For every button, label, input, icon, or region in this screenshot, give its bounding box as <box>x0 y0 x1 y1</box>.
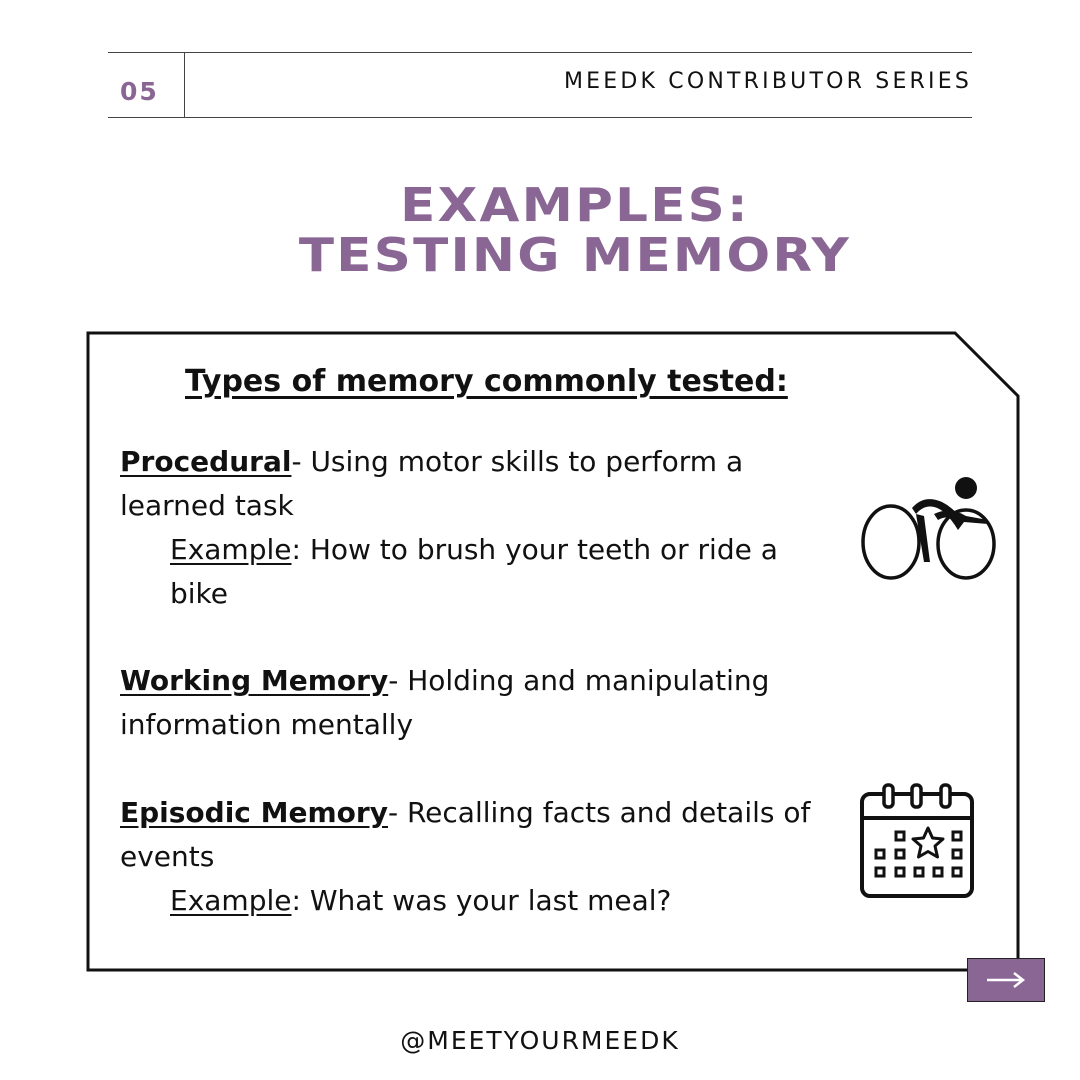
entry-episodic-memory-definition <box>120 791 830 879</box>
description-procedural: - Using motor skills to perform a learned task <box>120 445 744 522</box>
term-episodic-memory: Episodic Memory <box>120 796 388 829</box>
entry-procedural-definition <box>120 440 830 528</box>
entry-procedural <box>120 440 830 616</box>
description-working-memory: - Holding and manipulating information mentally <box>120 664 770 741</box>
page-title-line-2: TESTING MEMORY <box>298 228 852 282</box>
example-text: : How to brush your teeth or ride a bike <box>170 533 778 610</box>
page-number: 05 <box>108 53 185 117</box>
example-label: Example <box>170 884 292 917</box>
page-title-line-1: EXAMPLES: <box>400 178 750 232</box>
term-working-memory: Working Memory <box>120 664 389 697</box>
example-text: : What was your last meal? <box>291 884 672 917</box>
entry-working-memory <box>120 659 830 747</box>
entry-working-memory-definition <box>120 659 830 747</box>
arrow-right-icon <box>985 971 1027 989</box>
card-subtitle: Types of memory commonly tested: <box>185 364 788 399</box>
entry-episodic-memory <box>120 791 830 923</box>
example-episodic-memory <box>120 879 830 923</box>
next-button[interactable] <box>967 958 1045 1002</box>
calendar-icon <box>858 782 976 900</box>
example-label: Example <box>170 533 292 566</box>
example-procedural <box>120 528 830 616</box>
description-episodic-memory: - Recalling facts and details of events <box>120 796 811 873</box>
series-title: MEEDK CONTRIBUTOR SERIES <box>563 69 972 94</box>
term-procedural: Procedural <box>120 445 292 478</box>
bicycle-icon <box>858 472 998 584</box>
social-handle: @MEETYOURMEEDK <box>400 1026 680 1055</box>
